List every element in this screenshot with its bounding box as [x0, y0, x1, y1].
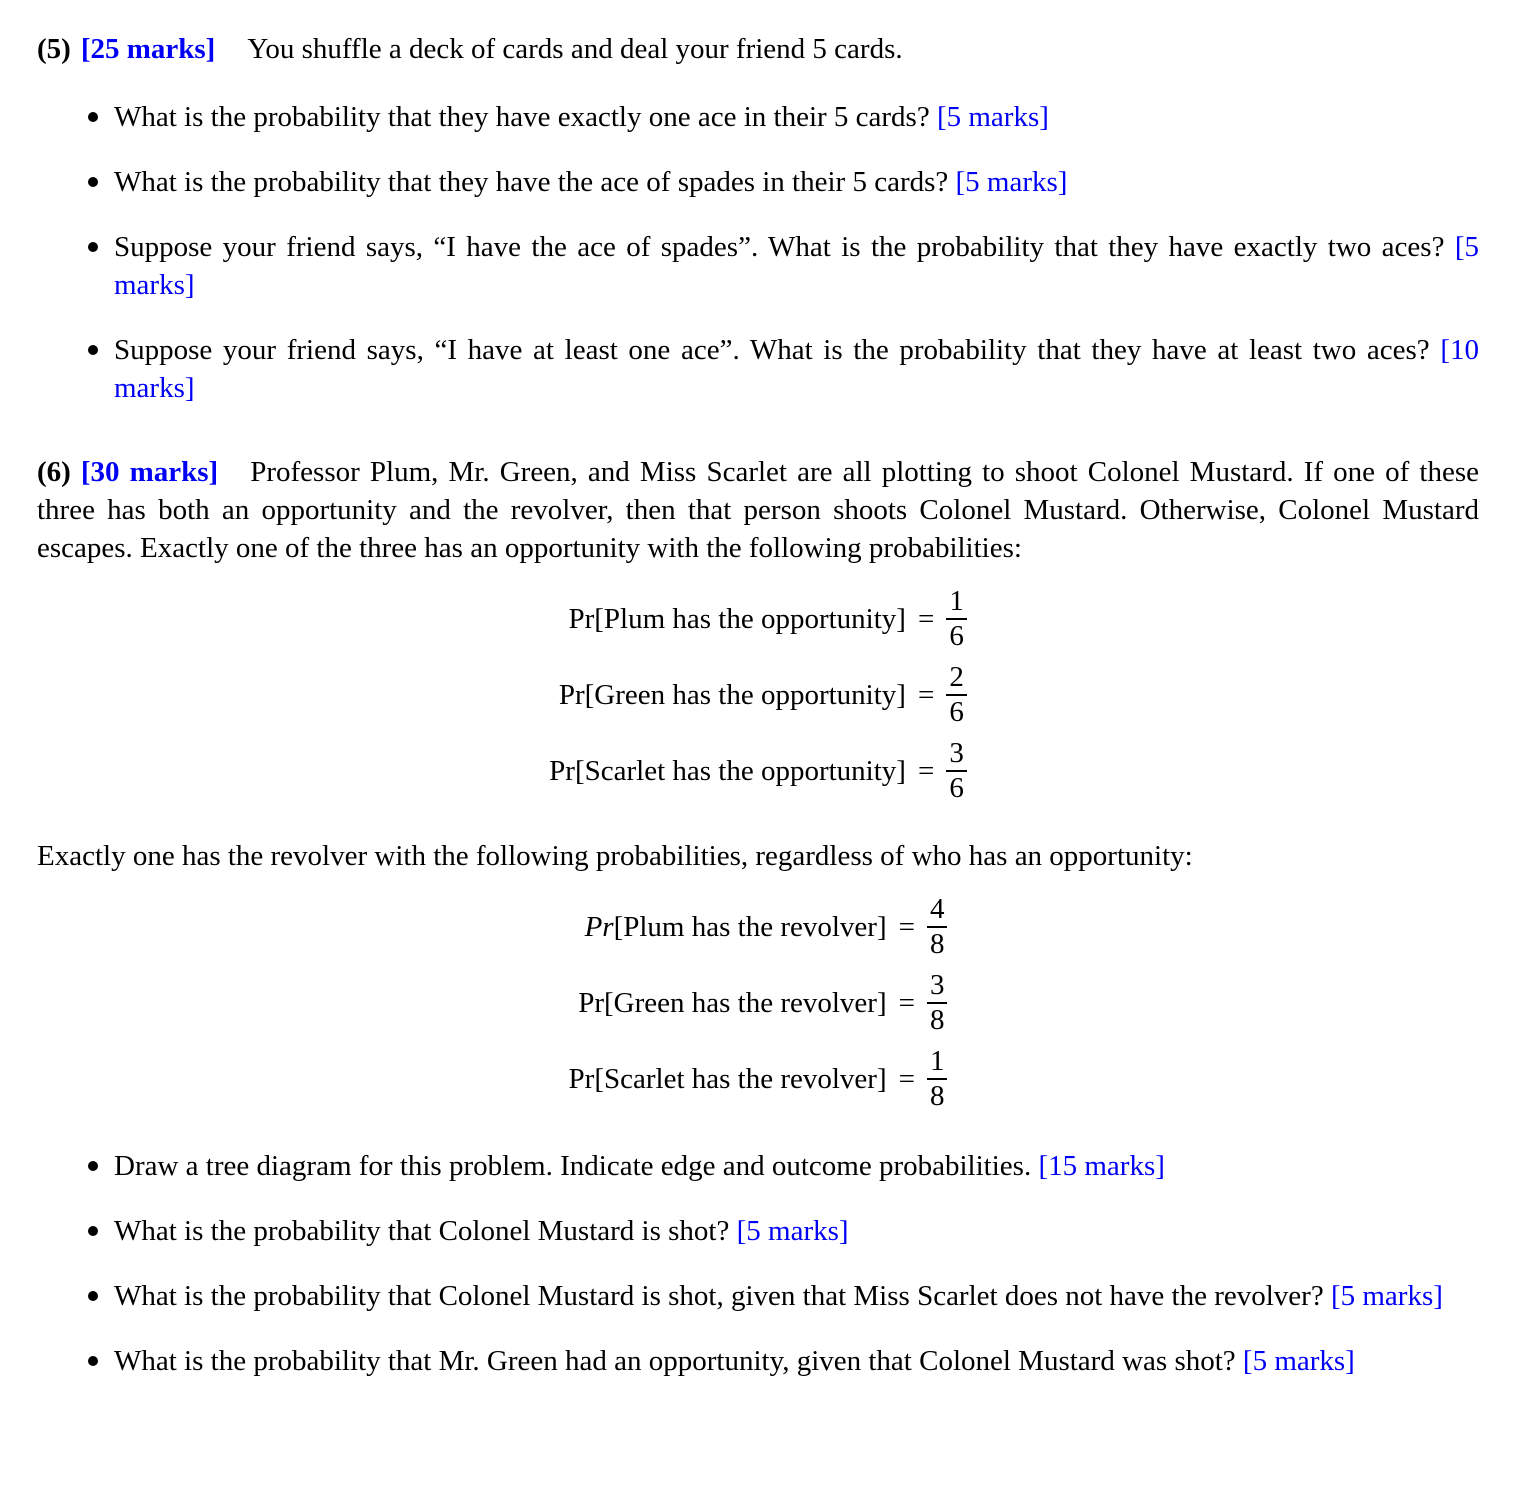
- equals-sign: =: [898, 987, 915, 1019]
- bullet-body: [114, 163, 1479, 201]
- bullet-body: [114, 1342, 1479, 1380]
- list-item: [88, 1147, 1479, 1185]
- equation-row: [569, 965, 948, 1041]
- bullet-icon: [88, 1226, 98, 1236]
- equals-sign: =: [917, 679, 935, 711]
- fraction-numerator: 3: [949, 737, 964, 769]
- fraction-numerator: 1: [929, 1045, 945, 1077]
- q5-number: (5): [37, 33, 71, 65]
- list-item: [88, 1277, 1479, 1315]
- marks-label: [5 marks]: [955, 166, 1068, 198]
- question-text: Suppose your friend says, “I have the ace of spades”. What is the probability that they have exactly two aces?: [114, 231, 1445, 263]
- question-text: What is the probability that they have the ace of spades in their 5 cards?: [114, 166, 949, 198]
- equation-lhs: Pr[Plum has the opportunity]: [568, 603, 906, 635]
- bullet-body: [114, 228, 1479, 304]
- equation-row: [549, 581, 967, 657]
- bullet-body: [114, 98, 1479, 136]
- q6-heading: [37, 453, 1479, 567]
- bullet-body: [114, 1147, 1479, 1185]
- equals-sign: =: [917, 755, 935, 787]
- bullet-body: [114, 331, 1479, 407]
- equation-lhs: [569, 889, 887, 965]
- q6-number: (6): [37, 456, 71, 488]
- question-text: Suppose your friend says, “I have at least one ace”. What is the probability that they have at least two aces?: [114, 334, 1430, 366]
- equation-lhs: [569, 965, 887, 1041]
- equals-sign: =: [898, 911, 915, 943]
- bullet-body: [114, 1277, 1479, 1315]
- bullet-icon: [88, 177, 98, 187]
- fraction: [946, 733, 967, 809]
- fraction: [927, 889, 948, 965]
- question-5: [37, 30, 1479, 407]
- equation-row: [549, 733, 967, 809]
- fraction: [927, 1041, 948, 1117]
- bullet-icon: [88, 1356, 98, 1366]
- fraction-denominator: 8: [927, 926, 948, 961]
- q5-heading: [37, 30, 1479, 68]
- equals-sign: =: [917, 603, 935, 635]
- equation-lhs: Pr[Scarlet has the opportunity]: [549, 755, 906, 787]
- opportunity-equations: [549, 581, 967, 809]
- bullet-icon: [88, 112, 98, 122]
- bullet-icon: [88, 1161, 98, 1171]
- list-item: [88, 1212, 1479, 1250]
- marks-label: [5 marks]: [1242, 1345, 1355, 1377]
- equation-lhs-text: [Plum has the revolver]: [613, 911, 887, 943]
- equals-sign: =: [898, 1063, 915, 1095]
- revolver-equations: [569, 889, 948, 1117]
- question-text: Draw a tree diagram for this problem. Indicate edge and outcome probabilities.: [114, 1150, 1032, 1182]
- fraction-numerator: 1: [949, 585, 964, 617]
- pr-operator: Pr: [584, 911, 614, 943]
- marks-label: [5 marks]: [114, 231, 1479, 301]
- bullet-icon: [88, 345, 98, 355]
- list-item: [88, 98, 1479, 136]
- list-item: [88, 163, 1479, 201]
- q6-marks-badge: [30 marks]: [80, 456, 219, 488]
- fraction-denominator: 6: [946, 618, 967, 653]
- q5-intro-text: You shuffle a deck of cards and deal your friend 5 cards.: [247, 33, 903, 65]
- fraction-denominator: 8: [927, 1002, 948, 1037]
- equation-lhs-text: [Green has the revolver]: [604, 987, 887, 1019]
- equation-row: [569, 889, 948, 965]
- marks-label: [15 marks]: [1038, 1150, 1165, 1182]
- equation-lhs: [569, 1041, 887, 1117]
- list-item: [88, 228, 1479, 304]
- question-text: What is the probability that they have exactly one ace in their 5 cards?: [114, 101, 930, 133]
- pr-operator: Pr: [578, 987, 604, 1019]
- q6-intro-text: Professor Plum, Mr. Green, and Miss Scarlet are all plotting to shoot Colonel Mustard. If one of these three has both an opportunity and the revolver, then that person shoots Colonel Mustard. Otherwise, Colonel Mustard escapes. Exactly one of the three has an opportunity with the following probabilities:: [37, 456, 1480, 564]
- fraction: [946, 657, 967, 733]
- fraction-numerator: 3: [929, 969, 945, 1001]
- bullet-icon: [88, 1291, 98, 1301]
- equation-row: [549, 657, 967, 733]
- q5-bullet-list: [37, 98, 1479, 407]
- fraction-numerator: 4: [929, 893, 945, 925]
- equation-lhs: Pr[Green has the opportunity]: [558, 679, 906, 711]
- pr-operator: Pr: [568, 1063, 595, 1095]
- marks-label: [5 marks]: [1330, 1280, 1443, 1312]
- problem-set-document: [37, 30, 1479, 1380]
- fraction: [946, 581, 967, 657]
- list-item: [88, 1342, 1479, 1380]
- bullet-icon: [88, 242, 98, 252]
- fraction-denominator: 6: [946, 770, 967, 805]
- revolver-intro-text: Exactly one has the revolver with the following probabilities, regardless of who has an opportunity:: [37, 840, 1193, 872]
- question-text: What is the probability that Mr. Green had an opportunity, given that Colonel Mustard was shot?: [114, 1345, 1236, 1377]
- equation-row: [569, 1041, 948, 1117]
- question-text: What is the probability that Colonel Mustard is shot, given that Miss Scarlet does not have the revolver?: [114, 1280, 1324, 1312]
- question-text: What is the probability that Colonel Mustard is shot?: [114, 1215, 730, 1247]
- marks-label: [5 marks]: [736, 1215, 849, 1247]
- bullet-body: [114, 1212, 1479, 1250]
- marks-label: [10 marks]: [114, 334, 1480, 404]
- fraction-numerator: 2: [949, 661, 964, 693]
- q5-marks-badge: [25 marks]: [80, 33, 216, 65]
- q6-bullet-list: [37, 1147, 1479, 1380]
- fraction-denominator: 6: [946, 694, 967, 729]
- question-6: [37, 453, 1479, 1380]
- marks-label: [5 marks]: [936, 101, 1049, 133]
- list-item: [88, 331, 1479, 407]
- equation-lhs-text: [Scarlet has the revolver]: [594, 1063, 887, 1095]
- fraction-denominator: 8: [927, 1078, 948, 1113]
- fraction: [927, 965, 948, 1041]
